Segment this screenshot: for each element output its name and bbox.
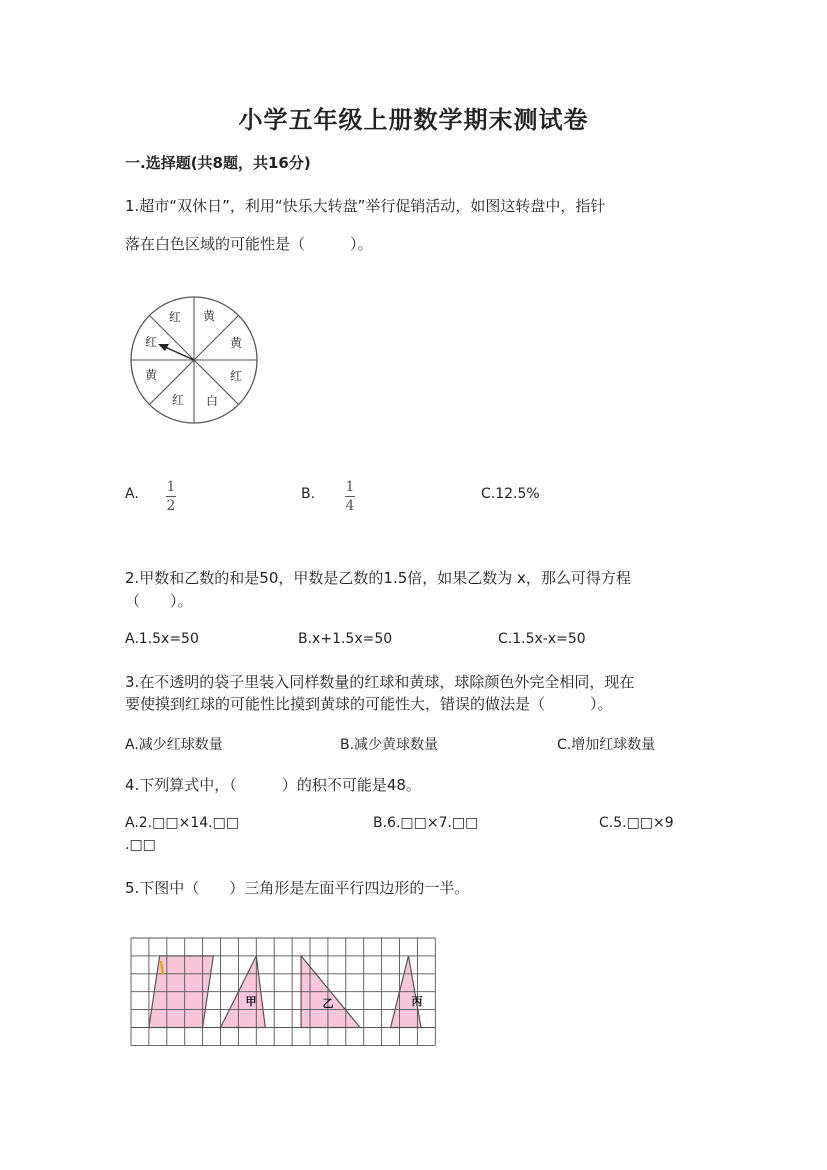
q3-option-c: C.增加红球数量 [557,737,656,753]
fraction-bar [345,496,355,497]
triangle-jia-label: 甲 [245,995,257,1008]
q2-option-b: B.x+1.5x=50 [298,631,393,647]
q4-option-a: A.2.□□×14.□□ [125,815,240,831]
section-heading: 一.选择题(共8题，共16分) [125,154,311,172]
wheel-label-3: 红 [229,369,243,383]
wheel-label-4: 白 [205,394,219,408]
q1-option-b-denominator: 4 [345,498,355,514]
wheel-label-7: 红 [144,335,158,349]
wheel-label-5: 红 [171,393,185,407]
q2-option-c: C.1.5x-x=50 [498,631,586,647]
wheel-label-6: 黄 [144,368,158,382]
q1-option-a-denominator: 2 [166,498,176,514]
q2-text-line2: （ ）。 [125,592,193,610]
page-title: 小学五年级上册数学期末测试卷 [238,105,589,134]
wheel-label-2: 黄 [229,336,243,350]
q1-option-a-fraction [166,479,176,514]
spinner-wheel-figure [127,293,263,429]
q4-text-line1: 4.下列算式中，（ ）的积不可能是48。 [125,776,421,794]
q3-option-b: B.减少黄球数量 [340,737,439,753]
q4-option-b: B.6.□□×7.□□ [373,815,479,831]
q1-option-b-fraction [345,479,355,514]
q1-text-line1: 1.超市“双休日”，利用“快乐大转盘”举行促销活动，如图这转盘中，指针 [125,197,606,215]
triangle-bing-label: 丙 [411,995,423,1008]
q4-option-c: C.5.□□×9 [599,815,674,831]
wheel-label-8: 红 [168,310,182,324]
fraction-bar [166,496,176,497]
triangle-yi-label: 乙 [322,997,334,1010]
q4-option-c-continued: .□□ [125,837,156,853]
q3-option-a: A.减少红球数量 [125,737,223,753]
wheel-label-1: 黄 [202,309,216,323]
q1-option-b-numerator: 1 [345,479,355,495]
q3-text-line2: 要使摸到红球的可能性比摸到黄球的可能性大，错误的做法是（ ）。 [125,695,613,713]
q2-option-a: A.1.5x=50 [125,631,199,647]
q5-text-line1: 5.下图中（ ）三角形是左面平行四边形的一半。 [125,879,470,897]
q1-option-c: C.12.5% [481,486,540,502]
grid-shapes-figure [128,935,450,1049]
q1-option-a-label: A. [125,486,139,502]
q2-text-line1: 2.甲数和乙数的和是50，甲数是乙数的1.5倍，如果乙数为 x，那么可得方程 [125,569,631,587]
q1-option-b-label: B. [301,486,316,502]
q1-text-line2: 落在白色区域的可能性是（ ）。 [125,235,373,253]
q1-option-a-numerator: 1 [166,479,176,495]
q3-text-line1: 3.在不透明的袋子里装入同样数量的红球和黄球，球除颜色外完全相同，现在 [125,673,635,691]
